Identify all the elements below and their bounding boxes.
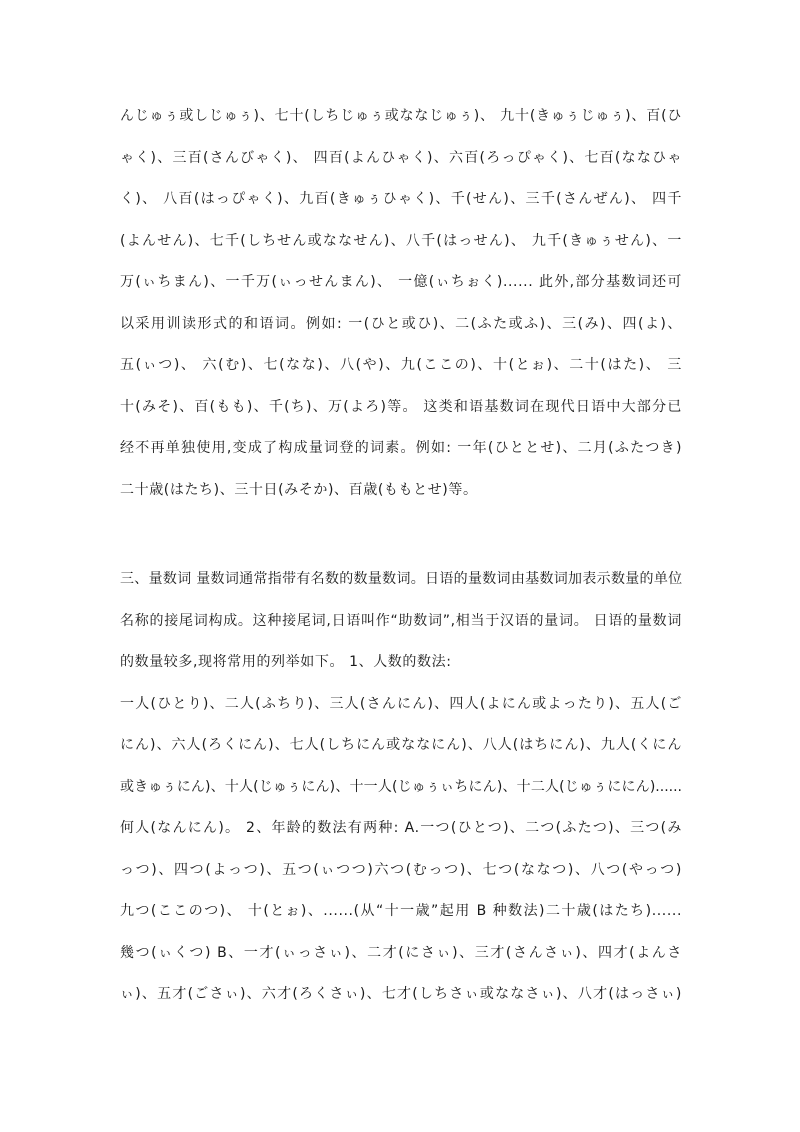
text-line: 五(ぃつ)、 六(む)、七(なな)、八(や)、九(ここの)、十(とぉ)、二十(はた)、 三 (120, 357, 682, 373)
text-line: っつ)、四つ(よっつ)、五つ(ぃつつ)六つ(むっつ)、七つ(ななつ)、八つ(やっつ) (120, 861, 682, 878)
text-line: ぃ)、五才(ごさぃ)、六才(ろくさぃ)、七才(しちさぃ或ななさぃ)、八才(はっさぃ) (120, 986, 682, 1002)
text-line: ゃく)、三百(さんびゃく)、 四百(よんひゃく)、六百(ろっぴゃく)、七百(ななひゃ (120, 149, 682, 166)
text-line: 的数量较多,现将常用的列举如下。 1、人数的数法: (120, 654, 452, 670)
text-line: 幾つ(ぃくつ) B、一才(ぃっさぃ)、二才(にさぃ)、三才(さんさぃ)、四才(よんさ (120, 944, 682, 961)
text-line: (よんせん)、七千(しちせん或ななせん)、八千(はっせん)、 九千(きゅぅせん)、一 (120, 232, 682, 249)
text-line: 二十歳(はたち)、三十日(みそか)、百歳(ももとせ)等。 (120, 481, 478, 498)
text-line: 万(ぃちまん)、一千万(ぃっせんまん)、 一億(ぃちぉく)...... 此外,部分基数词还可 (120, 274, 682, 290)
text-line: 或きゅぅにん)、十人(じゅぅにん)、十一人(じゅぅぃちにん)、十二人(じゅぅににん)...... (120, 778, 682, 795)
text-line: にん)、六人(ろくにん)、七人(しちにん或ななにん)、八人(はちにん)、九人(くにん (120, 737, 682, 753)
paragraph-quantity-numerals (120, 559, 682, 1016)
text-line: 三、量数词 量数词通常指带有名数的数量数词。日语的量数词由基数词加表示数量的单位 (120, 571, 683, 587)
text-line: く)、 八百(はっぴゃく)、九百(きゅぅひゃく)、千(せん)、三千(さんぜん)、 四千 (120, 191, 682, 207)
paragraph-base-numerals (120, 96, 682, 511)
text-line: 经不再单独使用,变成了构成量词登的词素。例如: 一年(ひととせ)、二月(ふたつき) (120, 440, 682, 456)
text-line: 十(みそ)、百(もも)、千(ち)、万(よろ)等。 这类和语基数词在现代日语中大部分已 (120, 398, 682, 415)
text-line: 一人(ひとり)、二人(ふちり)、三人(さんにん)、四人(よにん或よったり)、五人(ご (120, 695, 682, 712)
text-line: んじゅぅ或しじゅぅ)、七十(しちじゅぅ或ななじゅぅ)、 九十(きゅぅじゅぅ)、百(ひ (120, 108, 682, 124)
text-line: 名称的接尾词构成。这种接尾词,日语叫作“助数词”,相当于汉语的量词。 日语的量数词 (120, 612, 682, 629)
text-line: 以采用训读形式的和语词。例如: 一(ひと或ひ)、二(ふた或ふ)、三(み)、四(よ)、 (120, 315, 682, 332)
text-line: 九つ(ここのつ)、 十(とぉ)、......(从“十一歳”起用 B 种数法)二十歳(はたち)...... (120, 903, 682, 919)
text-line: 何人(なんにん)。 2、年龄的数法有两种: A.一つ(ひとつ)、二つ(ふたつ)、三つ(み (120, 820, 682, 836)
